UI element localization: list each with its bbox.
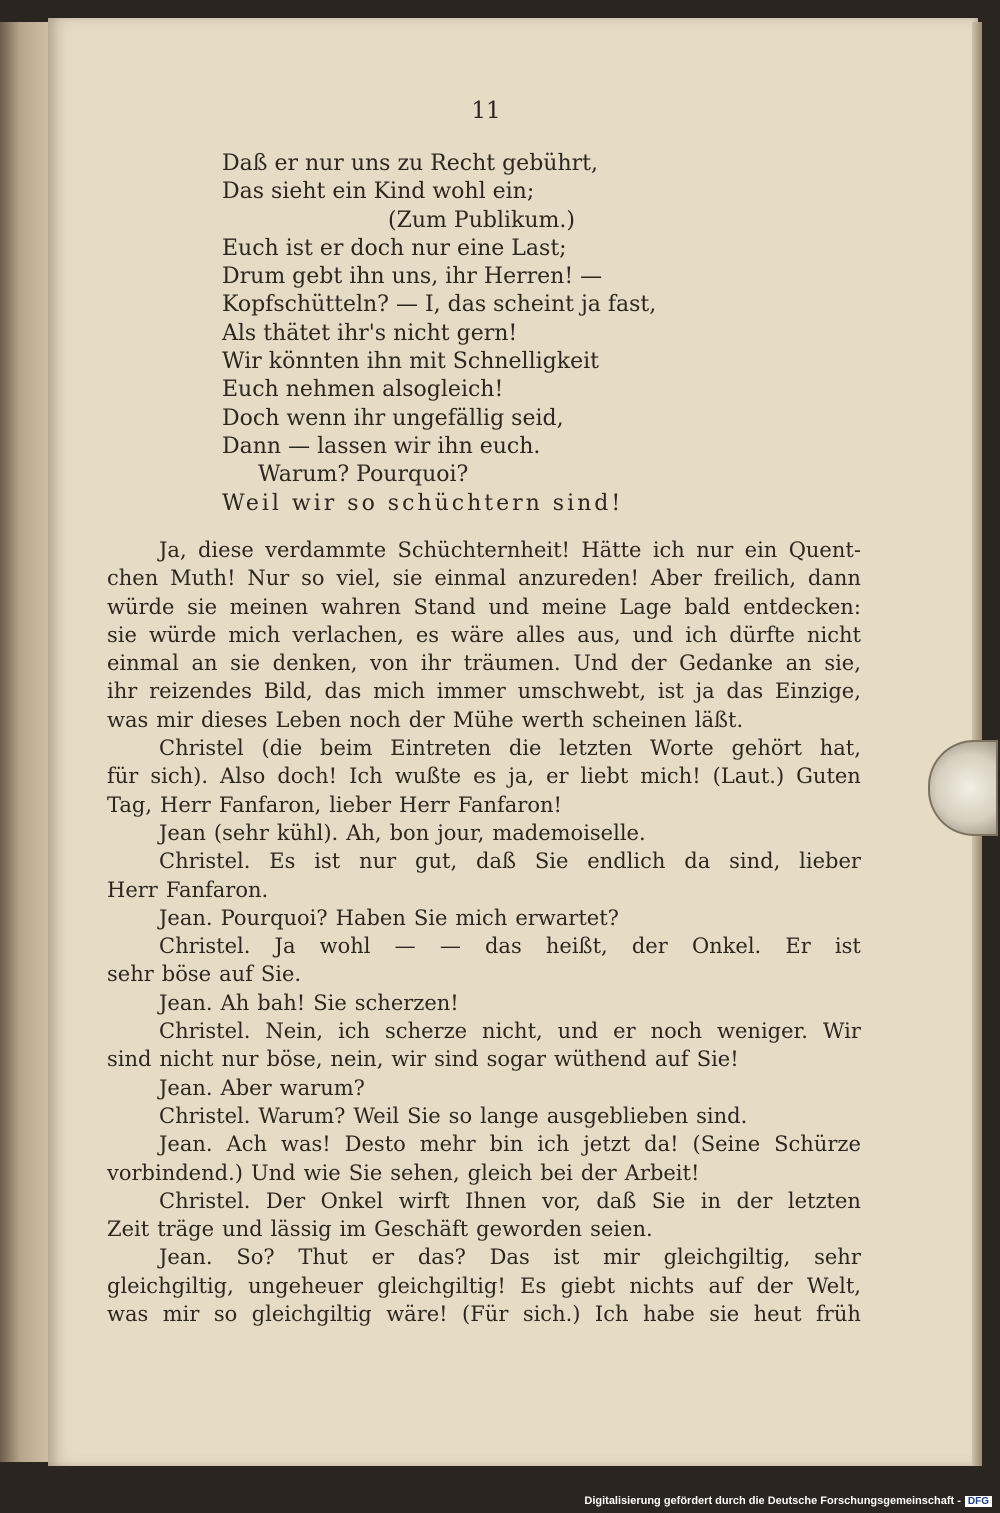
prose-line: Herr Fanfaron. (107, 877, 269, 902)
prose-line: Jean. Pourquoi? Haben Sie mich erwartet? (159, 905, 619, 930)
prose-line: würde sie meinen wahren Stand und meine Lage bald entdecken: (107, 594, 861, 619)
prose-line: für sich). Also doch! Ich wußte es ja, er liebt mich! (Laut.) Guten (107, 764, 861, 789)
footer-text: Digitalisierung gefördert durch die Deutsche Forschungsgemeinschaft - (584, 1495, 961, 1507)
verse-line: Weil wir so schüchtern sind! (222, 490, 624, 516)
facing-page-edge (0, 22, 50, 1462)
prose-line: gleichgiltig, ungeheuer gleichgiltig! Es giebt nichts auf der Welt, (107, 1273, 861, 1298)
prose-line: einmal an sie denken, von ihr träumen. Und der Gedanke an sie, (107, 651, 861, 676)
prose-line: Jean. Aber warum? (159, 1075, 365, 1100)
prose-line: sehr böse auf Sie. (107, 962, 302, 987)
prose-line: sind nicht nur böse, nein, wir sind sogar wüthend auf Sie! (107, 1047, 739, 1072)
prose-line: ihr reizendes Bild, das mich immer umschwebt, ist ja das Einzige, (107, 679, 861, 704)
prose-line: Ja, diese verdammte Schüchternheit! Hätte ich nur ein Quent- (159, 538, 861, 562)
prose-block (107, 536, 861, 1328)
prose-line: Christel. Nein, ich scherze nicht, und er noch weniger. Wir (159, 1019, 861, 1044)
prose-line: Zeit träge und lässig im Geschäft geworden seien. (107, 1217, 653, 1242)
prose-line: sie würde mich verlachen, es wäre alles aus, und ich dürfte nicht (107, 622, 861, 647)
verse-line: Das sieht ein Kind wohl ein; (222, 179, 535, 205)
verse-block (222, 150, 656, 518)
verse-line: Euch nehmen alsogleich! (222, 377, 504, 403)
verse-line: Warum? Pourquoi? (258, 462, 469, 488)
verse-line: Kopfschütteln? — I, das scheint ja fast, (222, 292, 657, 318)
prose-line: Jean. Ah bah! Sie scherzen! (159, 990, 459, 1015)
dfg-logo: DFG (965, 1496, 992, 1507)
verse-line: (Zum Publikum.) (388, 207, 575, 233)
prose-line: Christel. Ja wohl — — das heißt, der Onkel. Er ist (159, 934, 861, 959)
prose-line: Christel. Warum? Weil Sie so lange ausgeblieben sind. (159, 1103, 748, 1128)
page-number: 11 (471, 98, 501, 124)
prose-line: was mir so gleichgiltig wäre! (Für sich.) Ich habe sie heut früh (107, 1302, 861, 1327)
prose-line: chen Muth! Nur so viel, sie einmal anzureden! Aber freilich, dann (107, 566, 861, 591)
prose-line: Jean. So? Thut er das? Das ist mir gleichgiltig, sehr (159, 1245, 861, 1270)
prose-line: was mir dieses Leben noch der Mühe werth scheinen läßt. (107, 707, 744, 732)
verse-line: Euch ist er doch nur eine Last; (222, 235, 567, 261)
verse-line: Wir könnten ihn mit Schnelligkeit (222, 349, 599, 375)
verse-line: Daß er nur uns zu Recht gebührt, (222, 151, 598, 176)
verse-line: Als thätet ihr's nicht gern! (222, 320, 518, 346)
prose-line: Christel. Der Onkel wirft Ihnen vor, daß Sie in der letzten (159, 1188, 861, 1213)
prose-line: vorbindend.) Und wie Sie sehen, gleich bei der Arbeit! (107, 1160, 700, 1185)
verse-line: Drum gebt ihn uns, ihr Herren! — (222, 264, 603, 290)
prose-line: Christel (die beim Eintreten die letzten Worte gehört hat, (159, 736, 861, 761)
prose-line: Christel. Es ist nur gut, daß Sie endlich da sind, lieber (159, 849, 861, 874)
footer (584, 1495, 992, 1507)
prose-line: Tag, Herr Fanfaron, lieber Herr Fanfaron! (107, 792, 562, 817)
verse-line: Dann — lassen wir ihn euch. (222, 433, 541, 459)
verse-line: Doch wenn ihr ungefällig seid, (222, 405, 564, 431)
prose-line: Jean. Ach was! Desto mehr bin ich jetzt da! (Seine Schürze (159, 1132, 861, 1157)
prose-line: Jean (sehr kühl). Ah, bon jour, mademoiselle. (159, 820, 646, 845)
